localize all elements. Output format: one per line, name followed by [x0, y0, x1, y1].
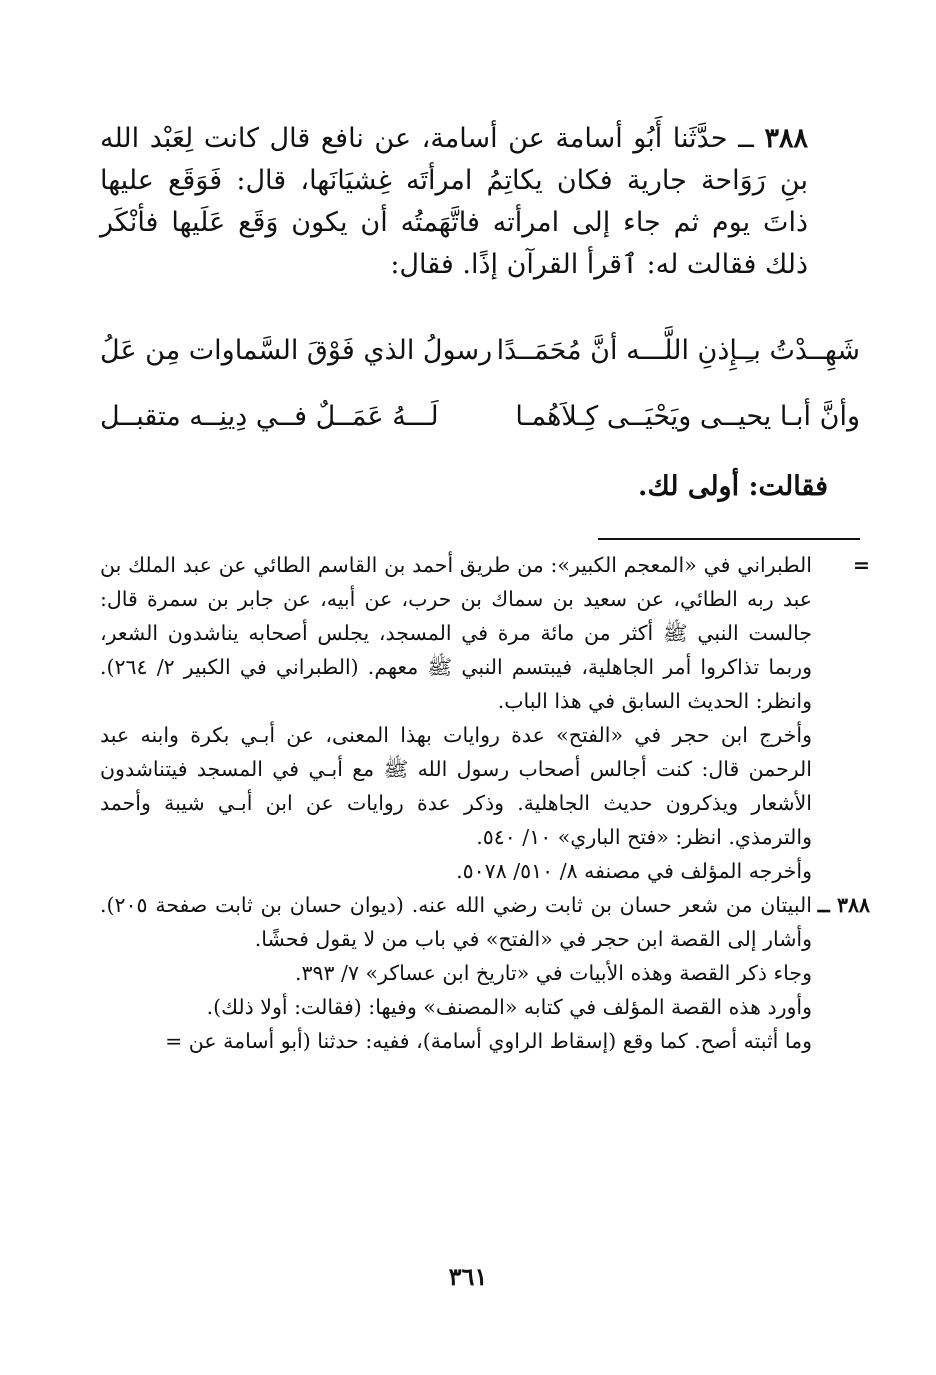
- footnotes: [100, 548, 870, 1058]
- footnote-paragraph-7: وما أثبته أصح. كما وقع (إسقاط الراوي أسامة)، ففيه: حدثنا (أبو أسامة عن =: [165, 1029, 812, 1053]
- hadith-paragraph: [100, 118, 808, 286]
- footnote-paragraph-3: وأخرجه المؤلف في مصنفه ٨/ ٥١٠/ ٥٠٧٨.: [456, 859, 812, 883]
- closing-line: فقالت: أولى لك.: [638, 471, 828, 502]
- verse-1-first-hemistich: شَهِــدْتُ بـِـإِذنِ اللَّـــه أنَّ مُحَمَــدًا: [496, 335, 860, 366]
- footnote-number: ٣٨٨ ــ: [817, 893, 870, 917]
- footnote-separator: [598, 538, 860, 540]
- footnote-paragraph-4: البيتان من شعر حسان بن ثابت رضي الله عنه. (ديوان حسان بن ثابت صفحة ٢٠٥). وأشار إلى القصة ابن حجر في «الفتح» في باب من لا يقول فحشًا.: [100, 893, 812, 951]
- hadith-number: ٣٨٨: [764, 123, 808, 154]
- footnote-paragraph-2: وأخرج ابن حجر في «الفتح» عدة روايات بهذا المعنى، عن أبـي بكرة وابنه عبد الرحمن قال: كنت أجالس أصحاب رسول الله ﷺ مع أبـي في المسجد فيتناشدون الأشعار ويذكرون حديث الجاهلية. وذكر عدة روايات عن ابن أبـي شيبة وأحمد والترمذي. انظر: «فتح الباري» ١٠/ ٥٤٠.: [100, 723, 812, 849]
- poem: [100, 335, 860, 467]
- footnote-paragraph-5: وجاء ذكر القصة وهذه الأبيات في «تاريخ ابن عساكر» ٧/ ٣٩٣.: [294, 961, 812, 985]
- hadith-text: [100, 118, 808, 286]
- verse-1: [100, 335, 860, 401]
- footnote-continuation: [100, 548, 870, 888]
- footnote-paragraph-6: وأورد هذه القصة المؤلف في كتابه «المصنف» وفيها: (فقالت: أولا ذلك).: [206, 995, 812, 1019]
- page-number: ٣٦١: [448, 1262, 488, 1291]
- verse-1-second-hemistich: رسولُ الذي فَوْقَ السَّماوات مِن عَلُ: [100, 335, 493, 366]
- verse-2: [100, 401, 860, 467]
- footnote-paragraph-1: الطبراني في «المعجم الكبير»: من طريق أحمد بن القاسم الطائي عن عبد الملك بن عبد ربه الطائي، عن سعيد بن سماك بن حرب، عن أبيه، عن جابر بن سمرة قال: جالست النبي ﷺ أكثر من مائة مرة في المسجد، يجلس أصحابه يناشدون الشعر، وربما تذاكروا أمر الجاهلية، فيبتسم النبي ﷺ معهم. (الطبراني في الكبير ٢/ ٢٦٤). وانظر: الحديث السابق في هذا الباب.: [100, 553, 812, 713]
- continuation-marker: =: [852, 553, 870, 577]
- footnote-388: [100, 888, 870, 1058]
- verse-2-second-hemistich: لَـــهُ عَمَــلٌ فــي دِينِــه متقبــل: [100, 401, 439, 432]
- hadith-body: ــ حدَّثَنا أَبُو أسامة عن أسامة، عن نافع قال كانت لِعَبْد الله بنِ رَوَاحة جارية فكان يكاتِمُ امرأتَه غِشيَانَها، قال: فَوَقَع عليها ذاتَ يوم ثم جاء إلى امرأته فاتَّهَمتُه أن يكون وَقَع عَلَيها فأنْكَر ذلك فقالت له: ٱقرأ القرآن إذًا. فقال:: [100, 123, 808, 280]
- verse-2-first-hemistich: وأنَّ أبـا يحيــى ويَحْيَــى كِـلاَهُمـا: [515, 401, 860, 432]
